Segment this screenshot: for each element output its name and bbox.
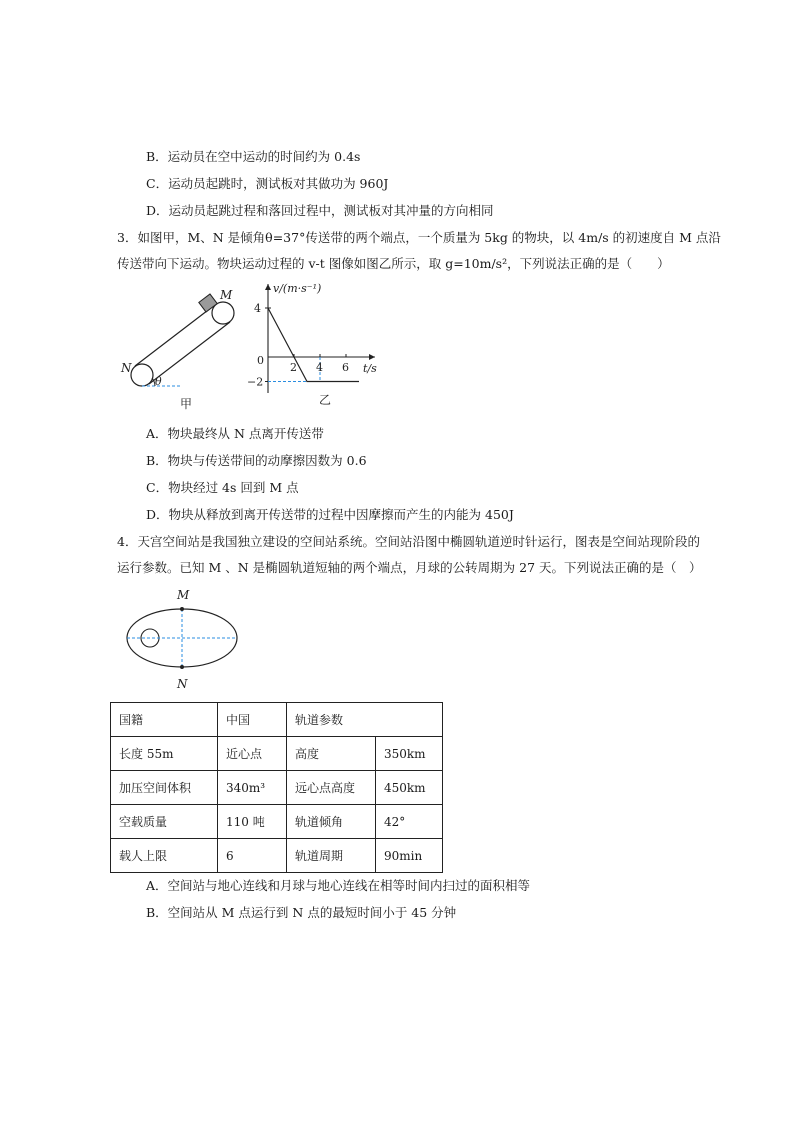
table-cell: 轨道参数 bbox=[287, 703, 443, 737]
orbit-label-n: N bbox=[177, 677, 188, 691]
table-cell: 350km bbox=[376, 737, 443, 771]
origin-label: 0 bbox=[257, 354, 264, 367]
q2-option-b: B．运动员在空中运动的时间约为 0.4s bbox=[146, 149, 361, 164]
table-cell: 轨道周期 bbox=[287, 839, 376, 873]
q3-stem-line2: 传送带向下运动。物块运动过程的 v-t 图像如图乙所示，取 g=10m/s²，下列说法正确的是（ ） bbox=[117, 256, 670, 271]
conveyor-belt-figure bbox=[110, 284, 260, 414]
q4-option-b: B．空间站从 M 点运行到 N 点的最短时间小于 45 分钟 bbox=[146, 905, 457, 920]
q3-option-b: B．物块与传送带间的动摩擦因数为 0.6 bbox=[146, 453, 367, 468]
table-cell: 轨道倾角 bbox=[287, 805, 376, 839]
block bbox=[199, 294, 217, 312]
table-cell: 340m³ bbox=[218, 771, 287, 805]
table-row bbox=[111, 703, 443, 737]
q3-stem-line1: 3．如图甲，M、N 是倾角θ=37°传送带的两个端点，一个质量为 5kg 的物块，以 4m/s 的初速度自 M 点沿 bbox=[117, 230, 721, 245]
x-axis-arrow bbox=[369, 354, 375, 360]
table-cell: 450km bbox=[376, 771, 443, 805]
orbit-label-m: M bbox=[177, 588, 190, 602]
q4-stem-line2: 运行参数。已知 M 、N 是椭圆轨道短轴的两个端点，月球的公转周期为 27 天。下列说法正确的是（ ） bbox=[117, 560, 702, 575]
x-tick-label: 6 bbox=[342, 361, 349, 374]
caption-jia: 甲 bbox=[180, 397, 193, 411]
orbit-figure bbox=[118, 584, 248, 694]
table-cell: 110 吨 bbox=[218, 805, 287, 839]
y-axis-arrow bbox=[265, 284, 271, 290]
table-cell: 国籍 bbox=[111, 703, 218, 737]
q4-option-a: A．空间站与地心连线和月球与地心连线在相等时间内扫过的面积相等 bbox=[146, 878, 531, 893]
x-tick-label: 2 bbox=[290, 361, 297, 374]
q3-option-c: C．物块经过 4s 回到 M 点 bbox=[146, 480, 299, 495]
table-cell: 远心点高度 bbox=[287, 771, 376, 805]
table-cell: 长度 55m bbox=[111, 737, 218, 771]
table-row bbox=[111, 771, 443, 805]
table-cell: 高度 bbox=[287, 737, 376, 771]
q2-option-d: D．运动员起跳过程和落回过程中，测试板对其冲量的方向相同 bbox=[146, 203, 494, 218]
table-row bbox=[111, 737, 443, 771]
q4-stem-line1: 4．天宫空间站是我国独立建设的空间站系统。空间站沿图中椭圆轨道逆时针运行，图表是空间站现阶段的 bbox=[117, 534, 700, 549]
y-tick-label: 4 bbox=[254, 302, 261, 315]
vt-chart bbox=[245, 278, 385, 414]
table-cell: 42° bbox=[376, 805, 443, 839]
q3-option-d: D．物块从释放到离开传送带的过程中因摩擦而产生的内能为 450J bbox=[146, 507, 514, 522]
table-row bbox=[111, 839, 443, 873]
q2-option-c: C．运动员起跳时，测试板对其做功为 960J bbox=[146, 176, 389, 191]
x-axis-label: t/s bbox=[363, 362, 377, 375]
y-axis-label: v/(m·s⁻¹) bbox=[273, 282, 322, 295]
point-m bbox=[180, 607, 184, 611]
x-tick-label: 4 bbox=[316, 361, 323, 374]
y-tick-label: −2 bbox=[247, 375, 264, 389]
table-cell: 6 bbox=[218, 839, 287, 873]
table-cell: 中国 bbox=[218, 703, 287, 737]
caption-yi: 乙 bbox=[319, 393, 332, 407]
table-cell: 空载质量 bbox=[111, 805, 218, 839]
table-cell: 近心点 bbox=[218, 737, 287, 771]
q3-option-a: A．物块最终从 N 点离开传送带 bbox=[146, 426, 324, 441]
label-theta: θ bbox=[155, 375, 162, 388]
label-n: N bbox=[121, 361, 132, 375]
label-m: M bbox=[220, 288, 233, 302]
table-cell: 载人上限 bbox=[111, 839, 218, 873]
bottom-pulley bbox=[131, 364, 153, 386]
table-row bbox=[111, 805, 443, 839]
point-n bbox=[180, 665, 184, 669]
table-cell: 加压空间体积 bbox=[111, 771, 218, 805]
table-cell: 90min bbox=[376, 839, 443, 873]
station-params-table bbox=[110, 702, 443, 873]
